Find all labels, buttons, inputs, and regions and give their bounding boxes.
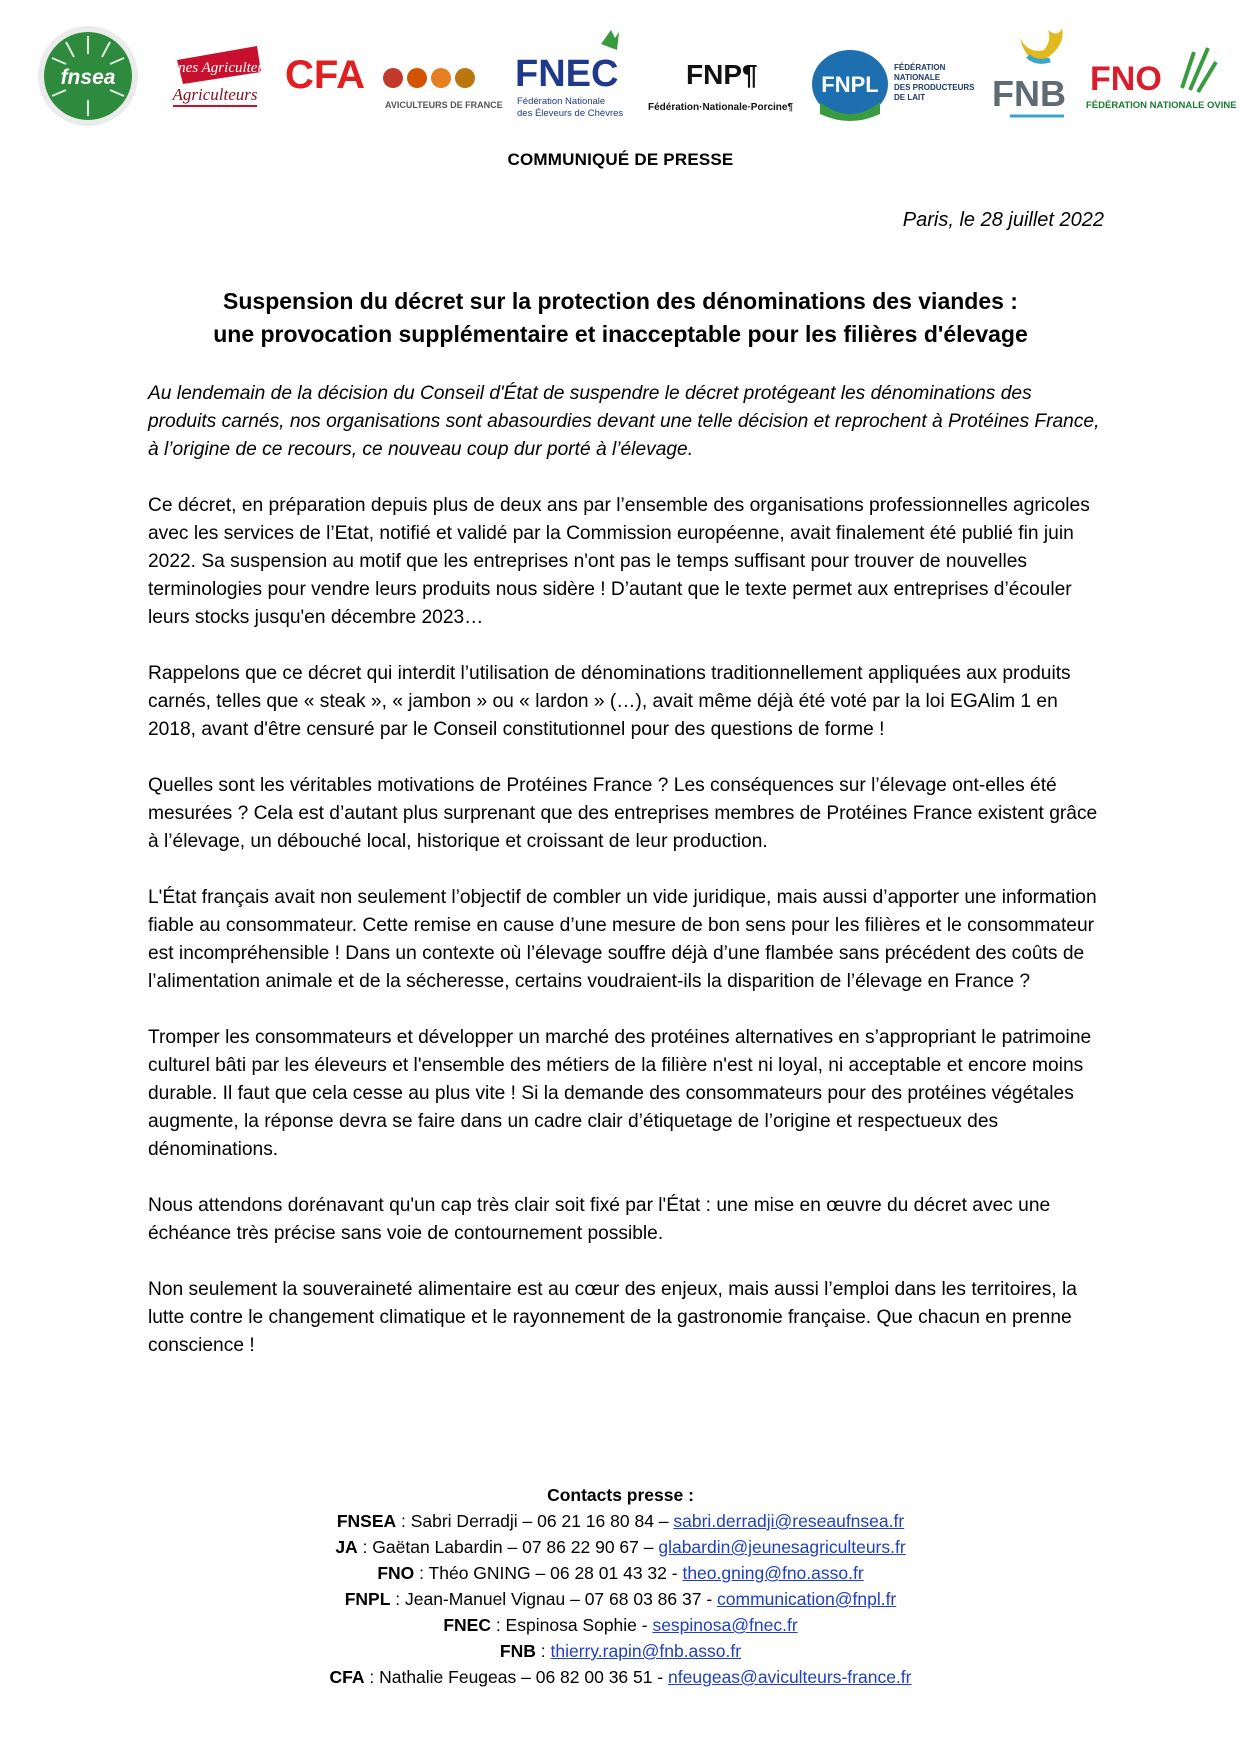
press-release-label: COMMUNIQUÉ DE PRESSE — [507, 150, 734, 169]
fnpl-logo-sub3: DES PRODUCTEURS — [894, 83, 975, 92]
contact-detail: : Sabri Derradji – 06 21 16 80 84 – — [396, 1511, 674, 1531]
body-paragraph: Nous attendons dorénavant qu'un cap très clair soit fixé par l'État : une mise en œuvre du décret avec une échéance très précise sans voie de contournement possible. — [148, 1195, 1051, 1244]
document-body — [148, 380, 1103, 1388]
contact-line — [0, 1560, 1241, 1586]
cfa-logo — [285, 46, 503, 116]
fnec-logo-sub2: des Éleveurs de Chèvres — [517, 108, 624, 119]
body-paragraph: Non seulement la souveraineté alimentaire est au cœur des enjeux, mais aussi l’emploi dans les territoires, la lutte contre le changement climatique et le rayonnement de la gastronomie française. Que chacun en prenne conscience ! — [148, 1279, 1077, 1356]
fnb-logo-text: FNB — [992, 73, 1066, 114]
body-paragraph: Quelles sont les véritables motivations de Protéines France ? Les conséquences sur l’élevage ont-elles été mesurées ? Cela est d’autant plus surprenant que des entreprises membres de Protéines France existent grâce à l’élevage, un débouché local, historique et croissant de leur production. — [148, 775, 1098, 852]
body-paragraph: Tromper les consommateurs et développer un marché des protéines alternatives en s’appropriant le patrimoine culturel bâti par les éleveurs et l'ensemble des métiers de la filière n'est ni loyal, ni acceptable et encore moins durable. Il faut que cela cesse au plus vite ! Si la demande des consommateurs pour des protéines végétales augmente, la réponse devra se faire dans un cadre clair d’étiquetage de l’origine et respectueux des dénominations. — [148, 1027, 1092, 1160]
title-line-1: Suspension du décret sur la protection des dénominations des viandes : — [223, 288, 1018, 314]
contact-detail: : Jean-Manuel Vignau – 07 68 03 86 37 - — [390, 1589, 718, 1609]
contacts-heading: Contacts presse : — [547, 1485, 694, 1505]
fnpl-logo-sub1: FÉDÉRATION — [894, 63, 946, 72]
fnpl-logo — [810, 42, 980, 124]
cfa-logo-subtitle: AVICULTEURS DE FRANCE — [385, 100, 503, 110]
contact-email-link[interactable]: theo.gning@fno.asso.fr — [682, 1563, 864, 1583]
title-line-2: une provocation supplémentaire et inacceptable pour les filières d'élevage — [213, 321, 1028, 347]
fno-logo-subtitle: FÉDÉRATION NATIONALE OVINE — [1086, 100, 1237, 111]
press-contacts — [0, 1482, 1241, 1690]
contact-email-link[interactable]: glabardin@jeunesagriculteurs.fr — [658, 1537, 906, 1557]
contact-line — [0, 1664, 1241, 1690]
dateline: Paris, le 28 juillet 2022 — [902, 209, 1104, 231]
contact-org: FNEC — [443, 1615, 491, 1635]
contact-org: JA — [335, 1537, 358, 1557]
contact-org: FNB — [499, 1641, 536, 1661]
contact-line — [0, 1612, 1241, 1638]
contact-email-link[interactable]: communication@fnpl.fr — [717, 1589, 897, 1609]
ja-logo-text: Jeunes Agriculteurs — [157, 60, 277, 76]
body-paragraph: Rappelons que ce décret qui interdit l’utilisation de dénominations traditionnellement appliquées aux produits carnés, telles que « steak », « jambon » ou « lardon » (…), avait même déjà été voté par la loi EGAlim 1 en 2018, avant d'être censuré par le Conseil constitutionnel pour des questions de forme ! — [148, 663, 1071, 740]
svg-text:Agriculteurs: Agriculteurs — [172, 85, 258, 104]
body-paragraph: Ce décret, en préparation depuis plus de deux ans par l’ensemble des organisations professionnelles agricoles avec les services de l’Etat, notifié et validé par la Commission européenne, avait finalement été publié fin juin 2022. Sa suspension au motif que les entreprises n'ont pas le temps suffisant pour trouver de nouvelles terminologies pour vendre leurs produits nous sidère ! D’autant que le texte permet aux entreprises d’écouler leurs stocks jusqu'en décembre 2023… — [148, 495, 1090, 628]
fnp-logo-subtitle: Fédération·Nationale·Porcine¶ — [648, 102, 794, 113]
ja-logo — [157, 40, 277, 120]
fnb-logo — [988, 24, 1084, 124]
body-paragraph: L'État français avait non seulement l’objectif de combler un vide juridique, mais aussi d’apporter une information fiable au consommateur. Cette remise en cause d’une mesure de bon sens pour les filières et le consommateur est incompréhensible ! Dans un contexte où l’élevage souffre déjà d’une flambée sans précédent des coûts de l’alimentation animale et de la sécheresse, certains voudraient-ils la disparition de l’élevage en France ? — [148, 887, 1097, 992]
contact-detail: : Espinosa Sophie - — [490, 1615, 653, 1635]
contact-org: FNSEA — [336, 1511, 397, 1531]
contact-detail: : Nathalie Feugeas – 06 82 00 36 51 - — [364, 1667, 669, 1687]
fnsea-logo — [36, 24, 140, 128]
contact-email-link[interactable]: sabri.derradji@reseaufnsea.fr — [673, 1511, 905, 1531]
contact-org: FNO — [377, 1563, 415, 1583]
contact-detail: : Théo GNING – 06 28 01 43 32 - — [414, 1563, 683, 1583]
fnp-logo — [642, 48, 802, 120]
fnpl-logo-sub4: DE LAIT — [894, 93, 926, 102]
fnec-logo-sub1: Fédération Nationale — [517, 96, 606, 107]
contact-email-link[interactable]: sespinosa@fnec.fr — [652, 1615, 798, 1635]
contact-line — [0, 1586, 1241, 1612]
logo-bar — [30, 18, 1237, 128]
contact-line — [0, 1508, 1241, 1534]
fnec-logo — [515, 26, 625, 122]
lead-paragraph: Au lendemain de la décision du Conseil d'État de suspendre le décret protégeant les dénominations des produits carnés, nos organisations sont abasourdies devant une telle décision et reprochent à Protéines France, à l’origine de ce recours, ce nouveau coup dur porté à l’élevage. — [148, 383, 1100, 460]
contact-line — [0, 1638, 1241, 1664]
fnec-logo-text: FNEC — [515, 53, 619, 95]
cfa-logo-text: CFA — [285, 53, 365, 97]
fnsea-logo-text: fnsea — [60, 66, 116, 89]
document-title — [0, 285, 1241, 351]
contact-email-link[interactable]: nfeugeas@aviculteurs-france.fr — [668, 1667, 912, 1687]
fno-logo — [1082, 38, 1237, 120]
fnp-logo-text: FNP¶ — [686, 59, 758, 90]
contact-org: FNPL — [344, 1589, 391, 1609]
fnpl-logo-sub2: NATIONALE — [894, 73, 941, 82]
contact-org: CFA — [329, 1667, 365, 1687]
fno-logo-text: FNO — [1090, 60, 1162, 98]
contact-detail: : Gaëtan Labardin – 07 86 22 90 67 – — [357, 1537, 659, 1557]
fnpl-logo-text: FNPL — [821, 72, 879, 97]
contact-email-link[interactable]: thierry.rapin@fnb.asso.fr — [550, 1641, 742, 1661]
contact-detail: : — [535, 1641, 551, 1661]
contact-line — [0, 1534, 1241, 1560]
